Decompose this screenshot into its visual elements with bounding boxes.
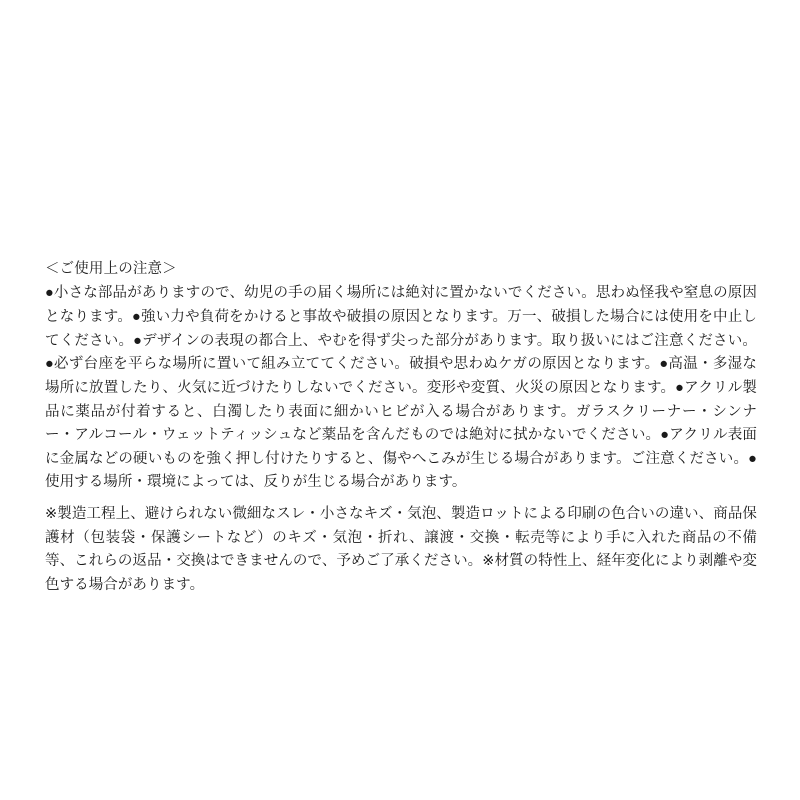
usage-notice-heading: ＜ご使用上の注意＞ xyxy=(45,261,177,277)
usage-notice-section xyxy=(45,258,757,598)
usage-notice-footnote: ※製造工程上、避けられない微細なスレ・小さなキズ・気泡、製造ロットによる印刷の色合いの違い、商品保護材（包装袋・保護シートなど）のキズ・気泡・折れ、譲渡・交換・転売等により手に入れた商品の不備等、これらの返品・交換はできませんので、予めご了承ください。※材質の特性上、経年変化により剥離や変色する場合があります。 xyxy=(45,506,757,593)
usage-notice-body: ●小さな部品がありますので、幼児の手の届く場所には絶対に置かないでください。思わぬ怪我や窒息の原因となります。●強い力や負荷をかけると事故や破損の原因となります。万一、破損した場合には使用を中止してください。●デザインの表現の都合上、やむを得ず尖った部分があります。取り扱いにはご注意ください。●必ず台座を平らな場所に置いて組み立ててください。破損や思わぬケガの原因となります。●高温・多湿な場所に放置したり、火気に近づけたりしないでください。変形や変質、火災の原因となります。●アクリル製品に薬品が付着すると、白濁したり表面に細かいヒビが入る場合があります。ガラスクリーナー・シンナー・アルコール・ウェットティッシュなど薬品を含んだものでは絶対に拭かないでください。●アクリル表面に金属などの硬いものを強く押し付けたりすると、傷やへこみが生じる場合があります。ご注意ください。●使用する場所・環境によっては、反りが生じる場合があります。 xyxy=(45,285,757,491)
